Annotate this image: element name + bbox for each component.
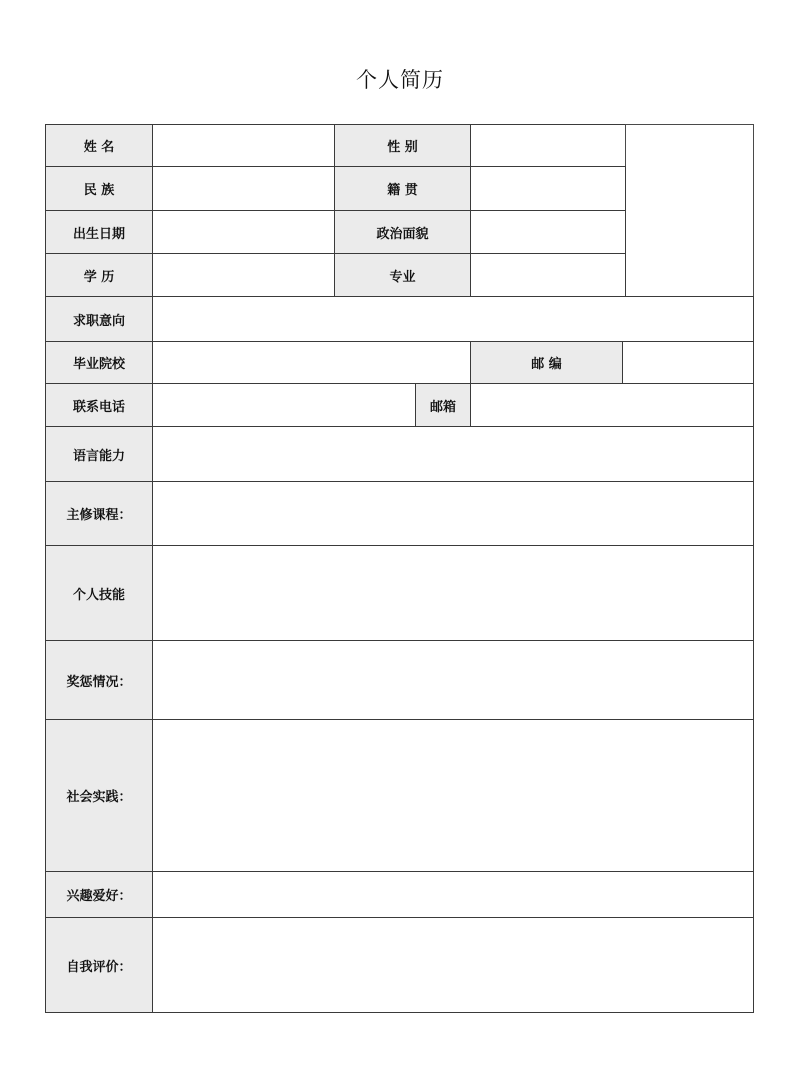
field-native-place[interactable] bbox=[470, 166, 626, 211]
photo-box[interactable] bbox=[625, 124, 754, 297]
field-self-eval[interactable] bbox=[152, 917, 754, 1013]
label-education: 学 历 bbox=[45, 253, 153, 297]
field-major[interactable] bbox=[470, 253, 626, 297]
field-ethnicity[interactable] bbox=[152, 166, 335, 211]
label-hobbies: 兴趣爱好： bbox=[45, 871, 153, 918]
label-school: 毕业院校 bbox=[45, 341, 153, 384]
field-education[interactable] bbox=[152, 253, 335, 297]
label-name: 姓 名 bbox=[45, 124, 153, 167]
label-practice: 社会实践： bbox=[45, 719, 153, 872]
page-title: 个人简历 bbox=[356, 68, 444, 92]
field-hobbies[interactable] bbox=[152, 871, 754, 918]
field-birth-date[interactable] bbox=[152, 210, 335, 254]
label-political-status: 政治面貌 bbox=[334, 210, 471, 254]
label-self-eval: 自我评价： bbox=[45, 917, 153, 1013]
field-email[interactable] bbox=[470, 383, 754, 427]
label-postcode: 邮 编 bbox=[470, 341, 623, 384]
field-postcode[interactable] bbox=[622, 341, 754, 384]
field-rewards[interactable] bbox=[152, 640, 754, 720]
label-native-place: 籍 贯 bbox=[334, 166, 471, 211]
label-job-intention: 求职意向 bbox=[45, 296, 153, 342]
label-rewards: 奖惩情况： bbox=[45, 640, 153, 720]
field-school[interactable] bbox=[152, 341, 471, 384]
field-name[interactable] bbox=[152, 124, 335, 167]
field-practice[interactable] bbox=[152, 719, 754, 872]
label-skills: 个人技能 bbox=[45, 545, 153, 641]
label-birth-date: 出生日期 bbox=[45, 210, 153, 254]
label-phone: 联系电话 bbox=[45, 383, 153, 427]
field-phone[interactable] bbox=[152, 383, 416, 427]
field-courses[interactable] bbox=[152, 481, 754, 546]
field-gender[interactable] bbox=[470, 124, 626, 167]
field-language[interactable] bbox=[152, 426, 754, 482]
field-skills[interactable] bbox=[152, 545, 754, 641]
field-job-intention[interactable] bbox=[152, 296, 754, 342]
field-political-status[interactable] bbox=[470, 210, 626, 254]
label-gender: 性 别 bbox=[334, 124, 471, 167]
label-courses: 主修课程： bbox=[45, 481, 153, 546]
label-ethnicity: 民 族 bbox=[45, 166, 153, 211]
label-major: 专业 bbox=[334, 253, 471, 297]
label-email: 邮箱 bbox=[415, 383, 471, 427]
label-language: 语言能力 bbox=[45, 426, 153, 482]
